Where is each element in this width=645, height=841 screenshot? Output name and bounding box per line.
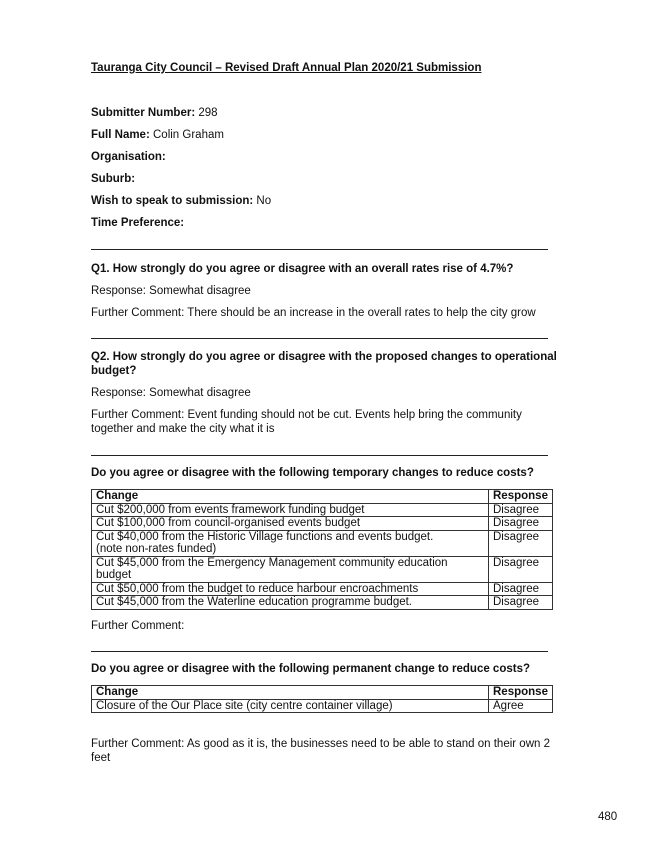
- response-cell: Disagree: [489, 582, 553, 596]
- page-number: 480: [598, 811, 618, 823]
- response-cell: Disagree: [489, 503, 553, 517]
- header-change: Change: [92, 490, 489, 504]
- suburb-label: Suburb:: [91, 173, 136, 185]
- temporary-changes-table: [91, 489, 553, 610]
- change-cell-line2: (note non-rates funded): [96, 543, 217, 555]
- table-row: [92, 596, 553, 610]
- response-cell: Disagree: [489, 596, 553, 610]
- header-response: Response: [489, 686, 553, 700]
- change-cell: Cut $100,000 from council-organised events budget: [92, 517, 489, 531]
- divider: [91, 249, 548, 250]
- table-row: [92, 556, 553, 582]
- response-cell: Agree: [489, 699, 553, 713]
- full-name-row: [91, 129, 224, 141]
- submitter-number-value: 298: [198, 107, 218, 119]
- q1-response: Response: Somewhat disagree: [91, 285, 251, 297]
- response-cell: Disagree: [489, 556, 553, 582]
- header-response: Response: [489, 490, 553, 504]
- response-cell: Disagree: [489, 517, 553, 531]
- change-cell-line1: Cut $40,000 from the Historic Village functions and events budget.: [96, 530, 434, 543]
- table-row: [92, 517, 553, 531]
- divider: [91, 651, 548, 652]
- q2-comment-line1: Further Comment: Event funding should not be cut. Events help bring the community: [91, 409, 522, 421]
- permanent-comment-line2: feet: [91, 752, 111, 764]
- table-header-row: [92, 490, 553, 504]
- table-row: [92, 699, 553, 713]
- time-preference-row: [91, 217, 184, 229]
- table-row: [92, 503, 553, 517]
- change-cell: Cut $50,000 from the budget to reduce harbour encroachments: [92, 582, 489, 596]
- time-preference-label: Time Preference:: [91, 217, 185, 229]
- table-row: [92, 582, 553, 596]
- temporary-question: Do you agree or disagree with the following temporary changes to reduce costs?: [91, 467, 534, 479]
- temporary-comment: Further Comment:: [91, 620, 185, 632]
- suburb-row: [91, 173, 135, 185]
- q1-question: Q1. How strongly do you agree or disagree with an overall rates rise of 4.7%?: [91, 263, 514, 275]
- q1-comment: Further Comment: There should be an increase in the overall rates to help the city grow: [91, 307, 536, 319]
- document-title: Tauranga City Council – Revised Draft Annual Plan 2020/21 Submission: [91, 62, 482, 74]
- response-cell: Disagree: [489, 530, 553, 556]
- speak-value: No: [256, 195, 272, 207]
- speak-label: Wish to speak to submission:: [91, 195, 254, 207]
- submitter-number-row: [91, 107, 218, 119]
- permanent-comment-line1: Further Comment: As good as it is, the businesses need to be able to stand on their own 2: [91, 738, 550, 750]
- organisation-label: Organisation:: [91, 151, 166, 163]
- divider: [91, 338, 548, 339]
- permanent-question: Do you agree or disagree with the following permanent change to reduce costs?: [91, 663, 530, 675]
- q2-comment-line2: together and make the city what it is: [91, 423, 275, 435]
- header-change: Change: [92, 686, 489, 700]
- change-cell: Closure of the Our Place site (city centre container village): [92, 699, 489, 713]
- change-cell: [92, 530, 489, 556]
- full-name-label: Full Name:: [91, 129, 150, 141]
- speak-row: [91, 195, 271, 207]
- q2-question-line1: Q2. How strongly do you agree or disagree with the proposed changes to operational: [91, 351, 557, 363]
- submitter-number-label: Submitter Number:: [91, 107, 196, 119]
- table-header-row: [92, 686, 553, 700]
- change-cell: Cut $45,000 from the Emergency Management community education budget: [92, 556, 489, 582]
- divider: [91, 455, 548, 456]
- table-row: [92, 530, 553, 556]
- organisation-row: [91, 151, 166, 163]
- q2-question-line2: budget?: [91, 365, 137, 377]
- full-name-value: Colin Graham: [153, 129, 224, 141]
- change-cell: Cut $45,000 from the Waterline education programme budget.: [92, 596, 489, 610]
- permanent-change-table: [91, 685, 553, 713]
- q2-response: Response: Somewhat disagree: [91, 387, 251, 399]
- change-cell: Cut $200,000 from events framework funding budget: [92, 503, 489, 517]
